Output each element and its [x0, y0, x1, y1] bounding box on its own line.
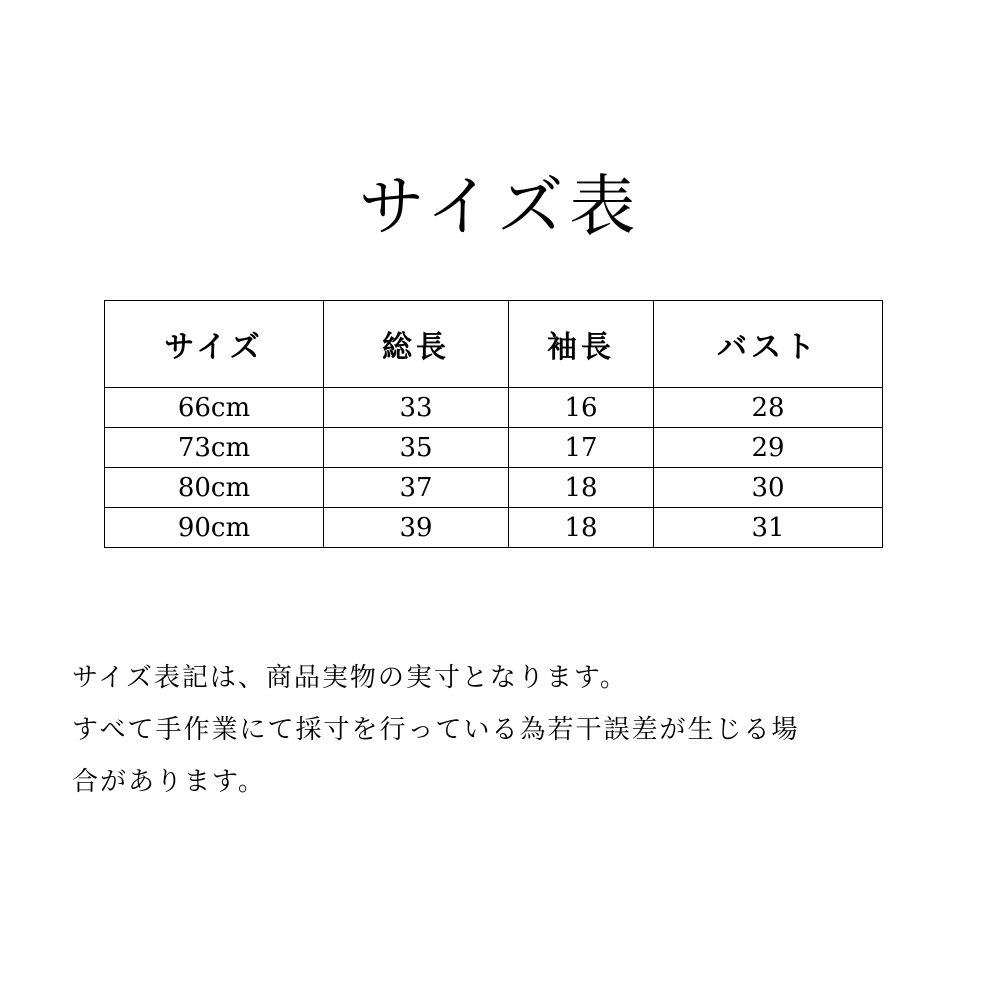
cell-bust: 31 — [654, 508, 883, 548]
table-row — [105, 388, 883, 428]
cell-total-length: 33 — [324, 388, 509, 428]
cell-sleeve-length: 18 — [509, 468, 654, 508]
cell-total-length: 39 — [324, 508, 509, 548]
cell-sleeve-length: 16 — [509, 388, 654, 428]
note-line: サイズ表記は、商品実物の実寸となります。 — [72, 663, 628, 693]
cell-bust: 29 — [654, 428, 883, 468]
cell-size: 66cm — [105, 388, 324, 428]
cell-size: 80cm — [105, 468, 324, 508]
note-line: すべて手作業にて採寸を行っている為若干誤差が生じる場 — [72, 715, 800, 745]
header-bust: バスト — [654, 301, 883, 388]
header-total-length: 総長 — [324, 301, 509, 388]
cell-size: 73cm — [105, 428, 324, 468]
table-row — [105, 468, 883, 508]
cell-bust: 30 — [654, 468, 883, 508]
header-sleeve-length: 袖長 — [509, 301, 654, 388]
size-table — [104, 300, 883, 548]
cell-size: 90cm — [105, 508, 324, 548]
cell-total-length: 35 — [324, 428, 509, 468]
table-header-row — [105, 301, 883, 388]
header-size: サイズ — [105, 301, 324, 388]
cell-bust: 28 — [654, 388, 883, 428]
cell-sleeve-length: 18 — [509, 508, 654, 548]
note-line: 合があります。 — [72, 767, 266, 797]
size-notes — [72, 652, 952, 808]
cell-sleeve-length: 17 — [509, 428, 654, 468]
table-row — [105, 508, 883, 548]
page-title: サイズ表 — [358, 168, 642, 246]
table-row — [105, 428, 883, 468]
cell-total-length: 37 — [324, 468, 509, 508]
